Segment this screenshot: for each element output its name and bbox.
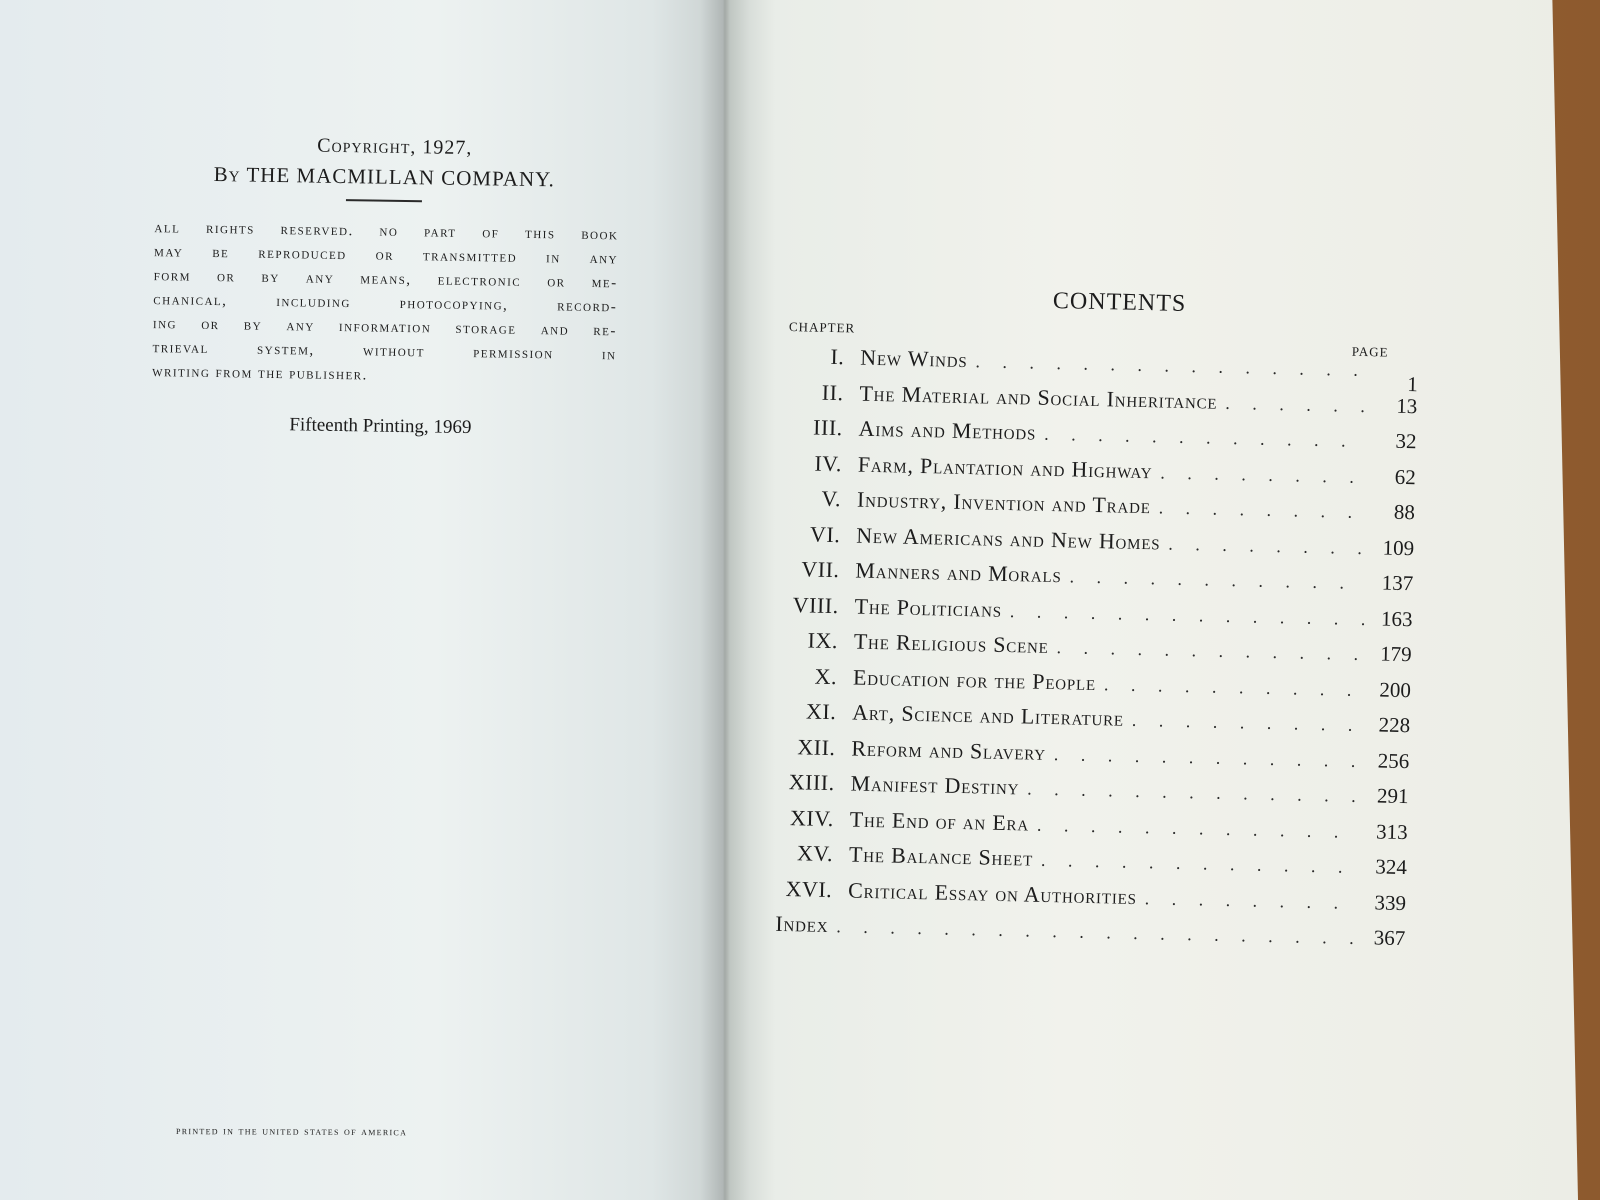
rights-line: trieval system, without permission in xyxy=(152,340,617,364)
leader-dots xyxy=(1144,888,1358,914)
rights-line: writing from the publisher. xyxy=(152,364,368,384)
chapter-title: Manners and Morals xyxy=(855,557,1062,588)
chapter-number: VII. xyxy=(801,556,840,583)
leader-dots xyxy=(1158,497,1367,523)
table-of-contents xyxy=(775,282,1420,961)
leader-dots xyxy=(1044,424,1369,452)
chapter-title: Education for the People xyxy=(852,664,1097,695)
leader-dots xyxy=(1041,850,1359,878)
page-number: 228 xyxy=(1378,712,1411,738)
page-number: 339 xyxy=(1374,889,1407,915)
contents-title: CONTENTS xyxy=(1052,287,1187,317)
chapter-number: I. xyxy=(830,343,845,370)
chapter-title: The Politicians xyxy=(854,593,1003,622)
rights-line: form or by any means, electronic or me- xyxy=(153,268,618,292)
chapter-number: IV. xyxy=(814,450,843,476)
divider-rule xyxy=(346,199,422,202)
rights-notice xyxy=(152,216,619,391)
chapter-label: CHAPTER xyxy=(788,318,856,336)
chapter-title: Reform and Slavery xyxy=(851,735,1047,765)
leader-dots xyxy=(1132,710,1363,736)
leader-dots xyxy=(1027,779,1361,808)
index-title: Index xyxy=(775,910,829,938)
chapter-number: XII. xyxy=(797,733,836,760)
chapter-number: XIII. xyxy=(788,769,835,796)
page-number: 163 xyxy=(1380,605,1413,631)
chapter-title: The End of an Era xyxy=(849,805,1030,836)
page-number: 179 xyxy=(1379,641,1412,667)
chapter-number: VIII. xyxy=(792,591,839,618)
chapter-title: Aims and Methods xyxy=(858,415,1037,445)
chapter-title: Art, Science and Literature xyxy=(851,699,1125,731)
rights-line: all rights reserved. no part of this book xyxy=(154,220,619,244)
page-number: 367 xyxy=(1373,925,1406,951)
chapter-title: Manifest Destiny xyxy=(850,770,1020,800)
leader-dots xyxy=(1056,637,1364,665)
printed-in-notice: printed in the united states of america xyxy=(175,1123,408,1139)
chapter-title: The Religious Scene xyxy=(853,628,1049,658)
chapter-title: New Winds xyxy=(860,344,968,373)
chapter-number: XVI. xyxy=(785,875,833,902)
printing-edition: Fifteenth Printing, 1969 xyxy=(289,414,472,439)
page-number: 200 xyxy=(1379,676,1412,702)
chapter-number: XI. xyxy=(805,698,837,725)
chapter-number: III. xyxy=(812,414,843,441)
copyright-block xyxy=(145,132,620,441)
chapter-number: II. xyxy=(821,379,844,405)
leader-dots xyxy=(1037,814,1360,842)
leader-dots xyxy=(975,351,1370,381)
chapter-title: The Balance Sheet xyxy=(848,841,1034,871)
page-label: PAGE xyxy=(1351,343,1389,360)
chapter-number: IX. xyxy=(807,627,839,654)
leader-dots xyxy=(1069,566,1365,594)
page-number: 1 xyxy=(1407,372,1419,397)
page-number: 137 xyxy=(1381,570,1414,596)
chapter-title: New Americans and New Homes xyxy=(856,522,1161,554)
leader-dots xyxy=(1054,744,1362,772)
chapter-number: XV. xyxy=(796,840,834,867)
copyright-line: Copyright, 1927, xyxy=(317,134,473,160)
chapter-title: The Material and Social Inheritance xyxy=(859,380,1218,414)
chapter-number: XIV. xyxy=(789,804,835,831)
page-number: 109 xyxy=(1382,535,1415,560)
leader-dots xyxy=(1010,601,1365,630)
chapter-number: X. xyxy=(814,663,838,689)
rights-line: may be reproduced or transmitted in any xyxy=(153,244,619,268)
leader-dots xyxy=(1160,462,1368,488)
page-number: 256 xyxy=(1377,747,1410,773)
page-number: 291 xyxy=(1376,783,1409,809)
left-page xyxy=(0,0,724,1200)
leader-dots xyxy=(1168,533,1366,558)
publisher-line: By THE MACMILLAN COMPANY. xyxy=(213,162,556,192)
page-number: 62 xyxy=(1394,464,1417,489)
chapter-title: Industry, Invention and Trade xyxy=(856,486,1152,519)
toc-list xyxy=(775,343,1419,961)
book-gutter xyxy=(700,0,750,1200)
leader-dots xyxy=(1225,392,1369,416)
rights-line: chanical, including photocopying, record- xyxy=(153,292,618,316)
rights-line: ing or by any information storage and re- xyxy=(152,316,618,340)
chapter-title: Critical Essay on Authorities xyxy=(847,876,1138,909)
page-number: 88 xyxy=(1393,499,1416,525)
chapter-title: Farm, Plantation and Highway xyxy=(857,451,1153,483)
chapter-number: V. xyxy=(821,485,842,512)
leader-dots xyxy=(1104,674,1363,701)
page-number: 324 xyxy=(1375,854,1408,880)
page-number: 32 xyxy=(1395,428,1417,454)
chapter-number: VI. xyxy=(809,521,841,547)
page-number: 313 xyxy=(1375,818,1408,844)
page-number: 13 xyxy=(1396,393,1418,418)
